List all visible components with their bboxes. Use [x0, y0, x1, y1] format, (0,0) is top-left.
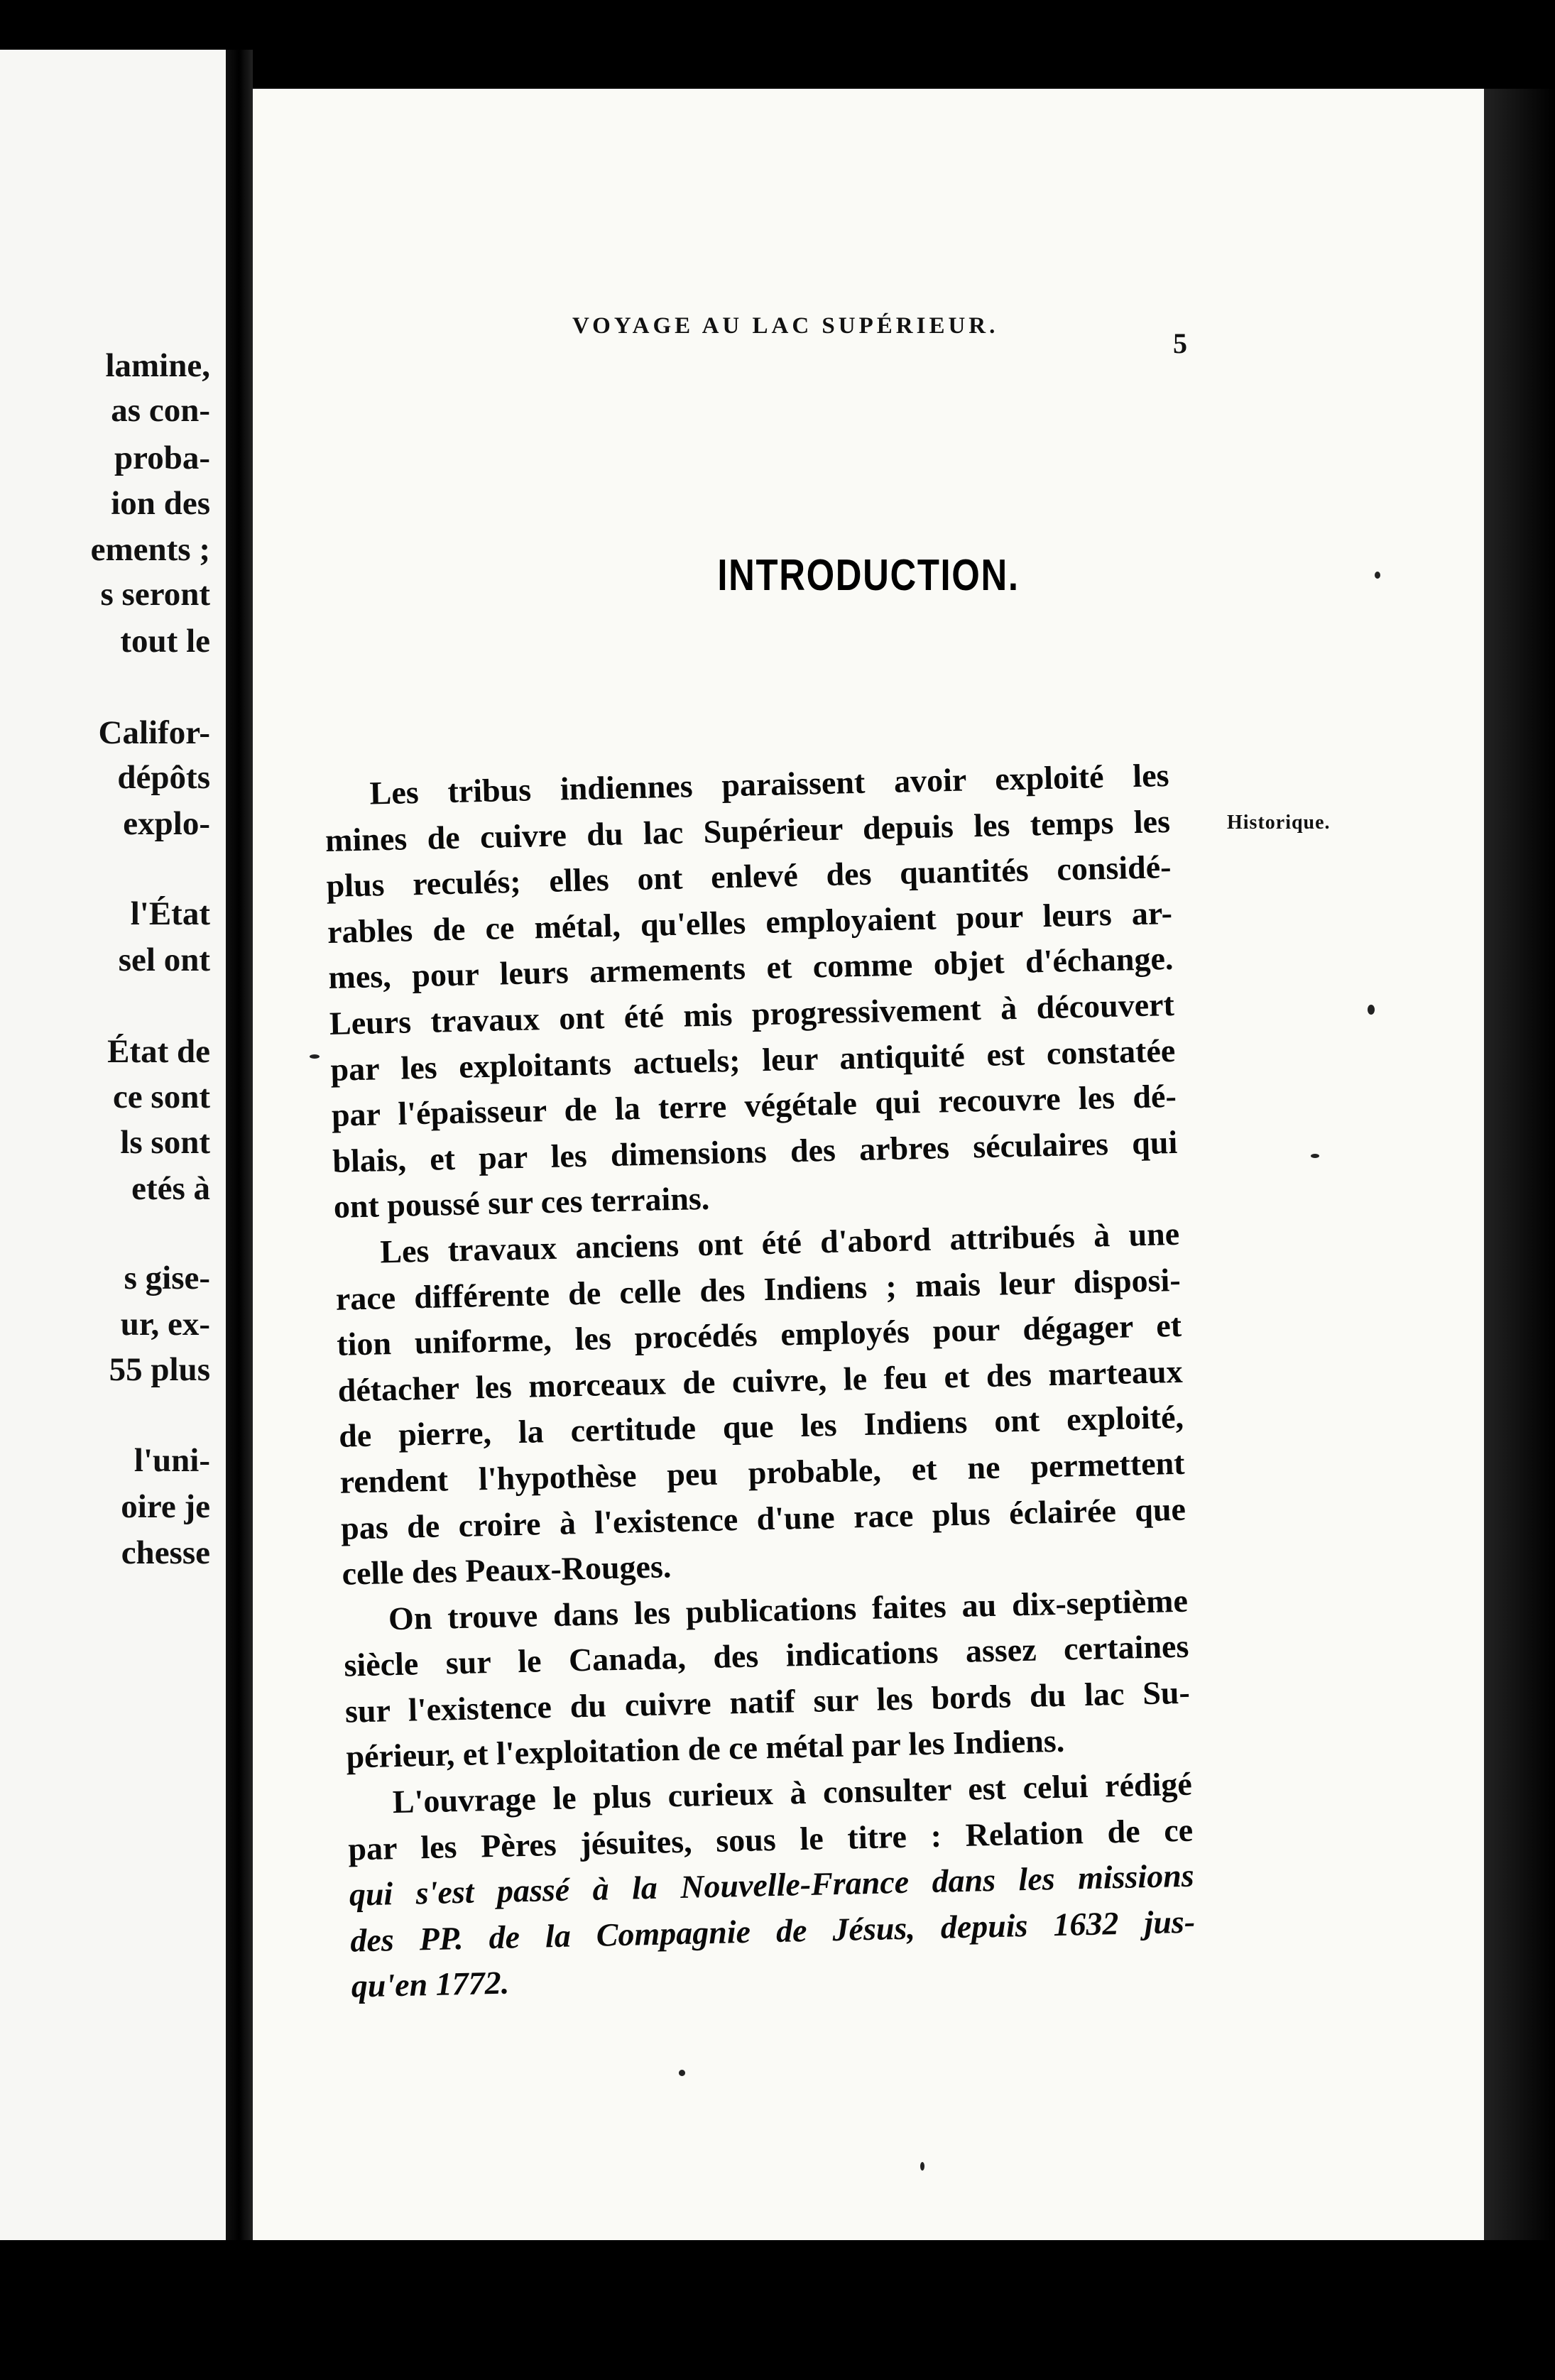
text-line: mes, pour leurs armements et comme objet d'échange. [327, 940, 1174, 996]
text-line: des PP. de la Compagnie de Jésus, depuis 1632 jus- [349, 1903, 1196, 1959]
text-line: blais, et par les dimensions des arbres séculaires qui [332, 1123, 1178, 1179]
margin-note: Historique. [1227, 812, 1331, 834]
text-line: pas de croire à l'existence d'une race plus éclairée que [340, 1490, 1186, 1546]
prev-page-line: ements ; [90, 531, 210, 568]
prev-page-line: l'État [130, 895, 210, 932]
prev-page-line: ls sont [120, 1124, 210, 1161]
paper-speck [310, 1054, 320, 1059]
text-line: rables de ce métal, qu'elles employaient pour leurs ar- [327, 894, 1173, 950]
text-line: par les exploitants actuels; leur antiquité est constatée [329, 1032, 1176, 1088]
paper-speck [920, 2162, 924, 2171]
text-line: sur l'existence du cuivre natif sur les bords du lac Su- [344, 1674, 1191, 1730]
prev-page-line: ce sont [112, 1079, 210, 1115]
scan-border [0, 2240, 1555, 2380]
prev-page-line: chesse [121, 1534, 210, 1571]
body-text [324, 753, 1196, 2010]
chapter-title: INTRODUCTION. [717, 551, 1020, 600]
paper-speck [679, 2070, 685, 2076]
prev-page-line: 55 plus [109, 1351, 210, 1388]
prev-page-line: ion des [111, 485, 210, 522]
text-line: de pierre, la certitude que les Indiens ont exploité, [338, 1399, 1184, 1455]
prev-page-line: ur, ex- [120, 1306, 210, 1343]
prev-page-line: as con- [111, 392, 210, 429]
previous-page-edge [0, 50, 226, 2240]
prev-page-line: lamine, [105, 347, 210, 384]
text-line: Les travaux anciens ont été d'abord attribués à une [379, 1215, 1180, 1270]
text-line: Les tribus indiennes paraissent avoir exploité les [369, 757, 1169, 812]
running-header: VOYAGE AU LAC SUPÉRIEUR. [572, 313, 999, 339]
prev-page-line: dépôts [117, 759, 210, 796]
prev-page-line: tout le [120, 623, 210, 660]
prev-page-line: etés à [131, 1170, 210, 1207]
paper-speck [1368, 1005, 1375, 1015]
paper-speck [1311, 1154, 1319, 1158]
prev-page-line: sel ont [118, 941, 210, 978]
text-line: détacher les morceaux de cuivre, le feu et des marteaux [337, 1353, 1184, 1409]
prev-page-line: l'uni- [133, 1442, 210, 1479]
text-line: rendent l'hypothèse peu probable, et ne permettent [339, 1444, 1185, 1500]
page-edge-shadow [1484, 89, 1555, 2276]
text-line: L'ouvrage le plus curieux à consulter est celui rédigé [392, 1765, 1193, 1821]
prev-page-line: État de [107, 1033, 210, 1070]
book-page [253, 89, 1484, 2276]
prev-page-line: s seront [100, 576, 210, 613]
text-line: On trouve dans les publications faites au dix-septième [388, 1582, 1189, 1637]
prev-page-line: s gise- [124, 1260, 210, 1297]
text-line: mines de cuivre du lac Supérieur depuis les temps les [324, 802, 1171, 858]
text-line: qui s'est passé à la Nouvelle-France dans les missions [349, 1857, 1195, 1913]
text-line: périeur, et l'exploitation de ce métal par les Indiens. [345, 1723, 1065, 1776]
text-line: qu'en 1772. [351, 1964, 510, 2004]
text-line: celle des Peaux-Rouges. [342, 1548, 672, 1592]
text-line: tion uniforme, les procédés employés pour dégager et [336, 1306, 1182, 1363]
text-line: plus reculés; elles ont enlevé des quantités considé- [326, 848, 1172, 905]
text-line: siècle sur le Canada, des indications assez certaines [343, 1627, 1189, 1683]
prev-page-line: Califor- [98, 714, 210, 751]
prev-page-line: proba- [114, 440, 210, 476]
text-line: par les Pères jésuites, sous le titre : Relation de ce [347, 1811, 1194, 1867]
text-line: ont poussé sur ces terrains. [333, 1180, 710, 1226]
page-number: 5 [1173, 327, 1187, 359]
text-line: par l'épaisseur de la terre végétale qui recouvre les dé- [331, 1078, 1177, 1134]
prev-page-line: explo- [123, 805, 210, 842]
text-line: Leurs travaux ont été mis progressivement à découvert [329, 986, 1175, 1042]
prev-page-line: oire je [121, 1488, 210, 1525]
book-spine-shadow [226, 50, 253, 2240]
text-line: race différente de celle des Indiens ; mais leur disposi- [335, 1261, 1182, 1317]
paper-speck [1375, 572, 1380, 579]
